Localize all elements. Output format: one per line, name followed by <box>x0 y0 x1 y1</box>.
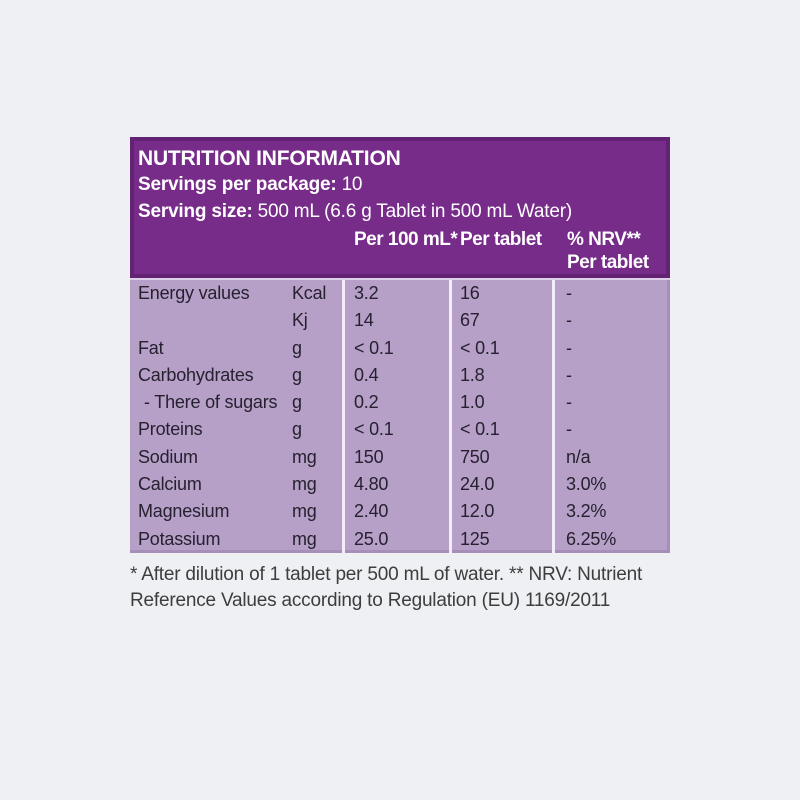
row-per-100ml: < 0.1 <box>342 416 449 443</box>
row-nrv: 3.0% <box>552 471 670 498</box>
row-unit: Kcal <box>292 283 327 303</box>
nutrition-label <box>130 137 670 553</box>
serving-size-label: Serving size: <box>138 201 253 222</box>
serving-size-line <box>138 198 662 225</box>
column-header-nrv-line1: % NRV** <box>567 229 641 250</box>
column-header-per-100ml: Per 100 mL* <box>354 229 458 250</box>
footnote-line2: Reference Values according to Regulation (EU) 1169/2011 <box>130 590 611 611</box>
row-unit: g <box>292 419 302 440</box>
column-header-nrv-line2: Per tablet <box>567 252 649 273</box>
servings-label: Servings per package: <box>138 174 337 195</box>
row-per-100ml: 14 <box>342 307 449 334</box>
row-nrv: - <box>552 280 670 307</box>
row-name: Carbohydrates <box>138 364 254 385</box>
row-unit: g <box>292 364 302 385</box>
row-name: Potassium <box>138 528 221 549</box>
row-unit: mg <box>292 446 317 467</box>
row-per-100ml: 4.80 <box>342 471 449 498</box>
row-per-tablet: < 0.1 <box>449 335 552 362</box>
row-per-tablet: 1.8 <box>449 362 552 389</box>
row-per-tablet: 16 <box>449 280 552 307</box>
row-per-tablet: 750 <box>449 444 552 471</box>
row-name: Magnesium <box>138 501 230 522</box>
row-per-100ml: < 0.1 <box>342 335 449 362</box>
row-unit: g <box>292 337 302 358</box>
nutrition-table <box>130 278 670 553</box>
row-nrv: - <box>552 416 670 443</box>
row-unit: mg <box>292 474 317 495</box>
row-per-100ml: 3.2 <box>342 280 449 307</box>
row-name <box>130 307 292 334</box>
row-nrv: - <box>552 307 670 334</box>
row-per-tablet: < 0.1 <box>449 416 552 443</box>
row-per-100ml: 2.40 <box>342 498 449 525</box>
row-per-100ml: 25.0 <box>342 526 449 553</box>
row-name: Proteins <box>138 419 203 440</box>
row-nrv: - <box>552 389 670 416</box>
row-nrv: - <box>552 335 670 362</box>
row-name: - There of sugars <box>144 392 278 413</box>
row-nrv: 6.25% <box>552 526 670 553</box>
servings-line <box>138 171 662 198</box>
row-unit: g <box>292 392 302 413</box>
row-nrv: - <box>552 362 670 389</box>
row-name: Sodium <box>138 446 198 467</box>
footnote <box>130 562 695 614</box>
row-per-tablet: 67 <box>449 307 552 334</box>
row-nrv: n/a <box>552 444 670 471</box>
label-title: NUTRITION INFORMATION <box>138 147 401 170</box>
row-per-100ml: 0.2 <box>342 389 449 416</box>
row-name: Calcium <box>138 474 202 495</box>
row-per-100ml: 0.4 <box>342 362 449 389</box>
row-unit: mg <box>292 501 317 522</box>
row-nrv: 3.2% <box>552 498 670 525</box>
row-per-100ml: 150 <box>342 444 449 471</box>
column-headers <box>130 228 670 274</box>
row-unit: mg <box>292 528 317 549</box>
footnote-line1: * After dilution of 1 tablet per 500 mL of water. ** NRV: Nutrient <box>130 564 643 585</box>
serving-size-value: 500 mL (6.6 g Tablet in 500 mL Water) <box>257 201 572 222</box>
column-header-per-tablet: Per tablet <box>460 229 542 250</box>
row-name: Energy values <box>138 283 250 303</box>
column-header-nrv <box>552 228 670 274</box>
row-name: Fat <box>138 337 164 358</box>
row-per-tablet: 1.0 <box>449 389 552 416</box>
row-per-tablet: 12.0 <box>449 498 552 525</box>
label-header <box>130 137 670 278</box>
servings-value: 10 <box>341 174 363 195</box>
row-per-tablet: 125 <box>449 526 552 553</box>
row-per-tablet: 24.0 <box>449 471 552 498</box>
row-unit: Kj <box>292 310 308 331</box>
